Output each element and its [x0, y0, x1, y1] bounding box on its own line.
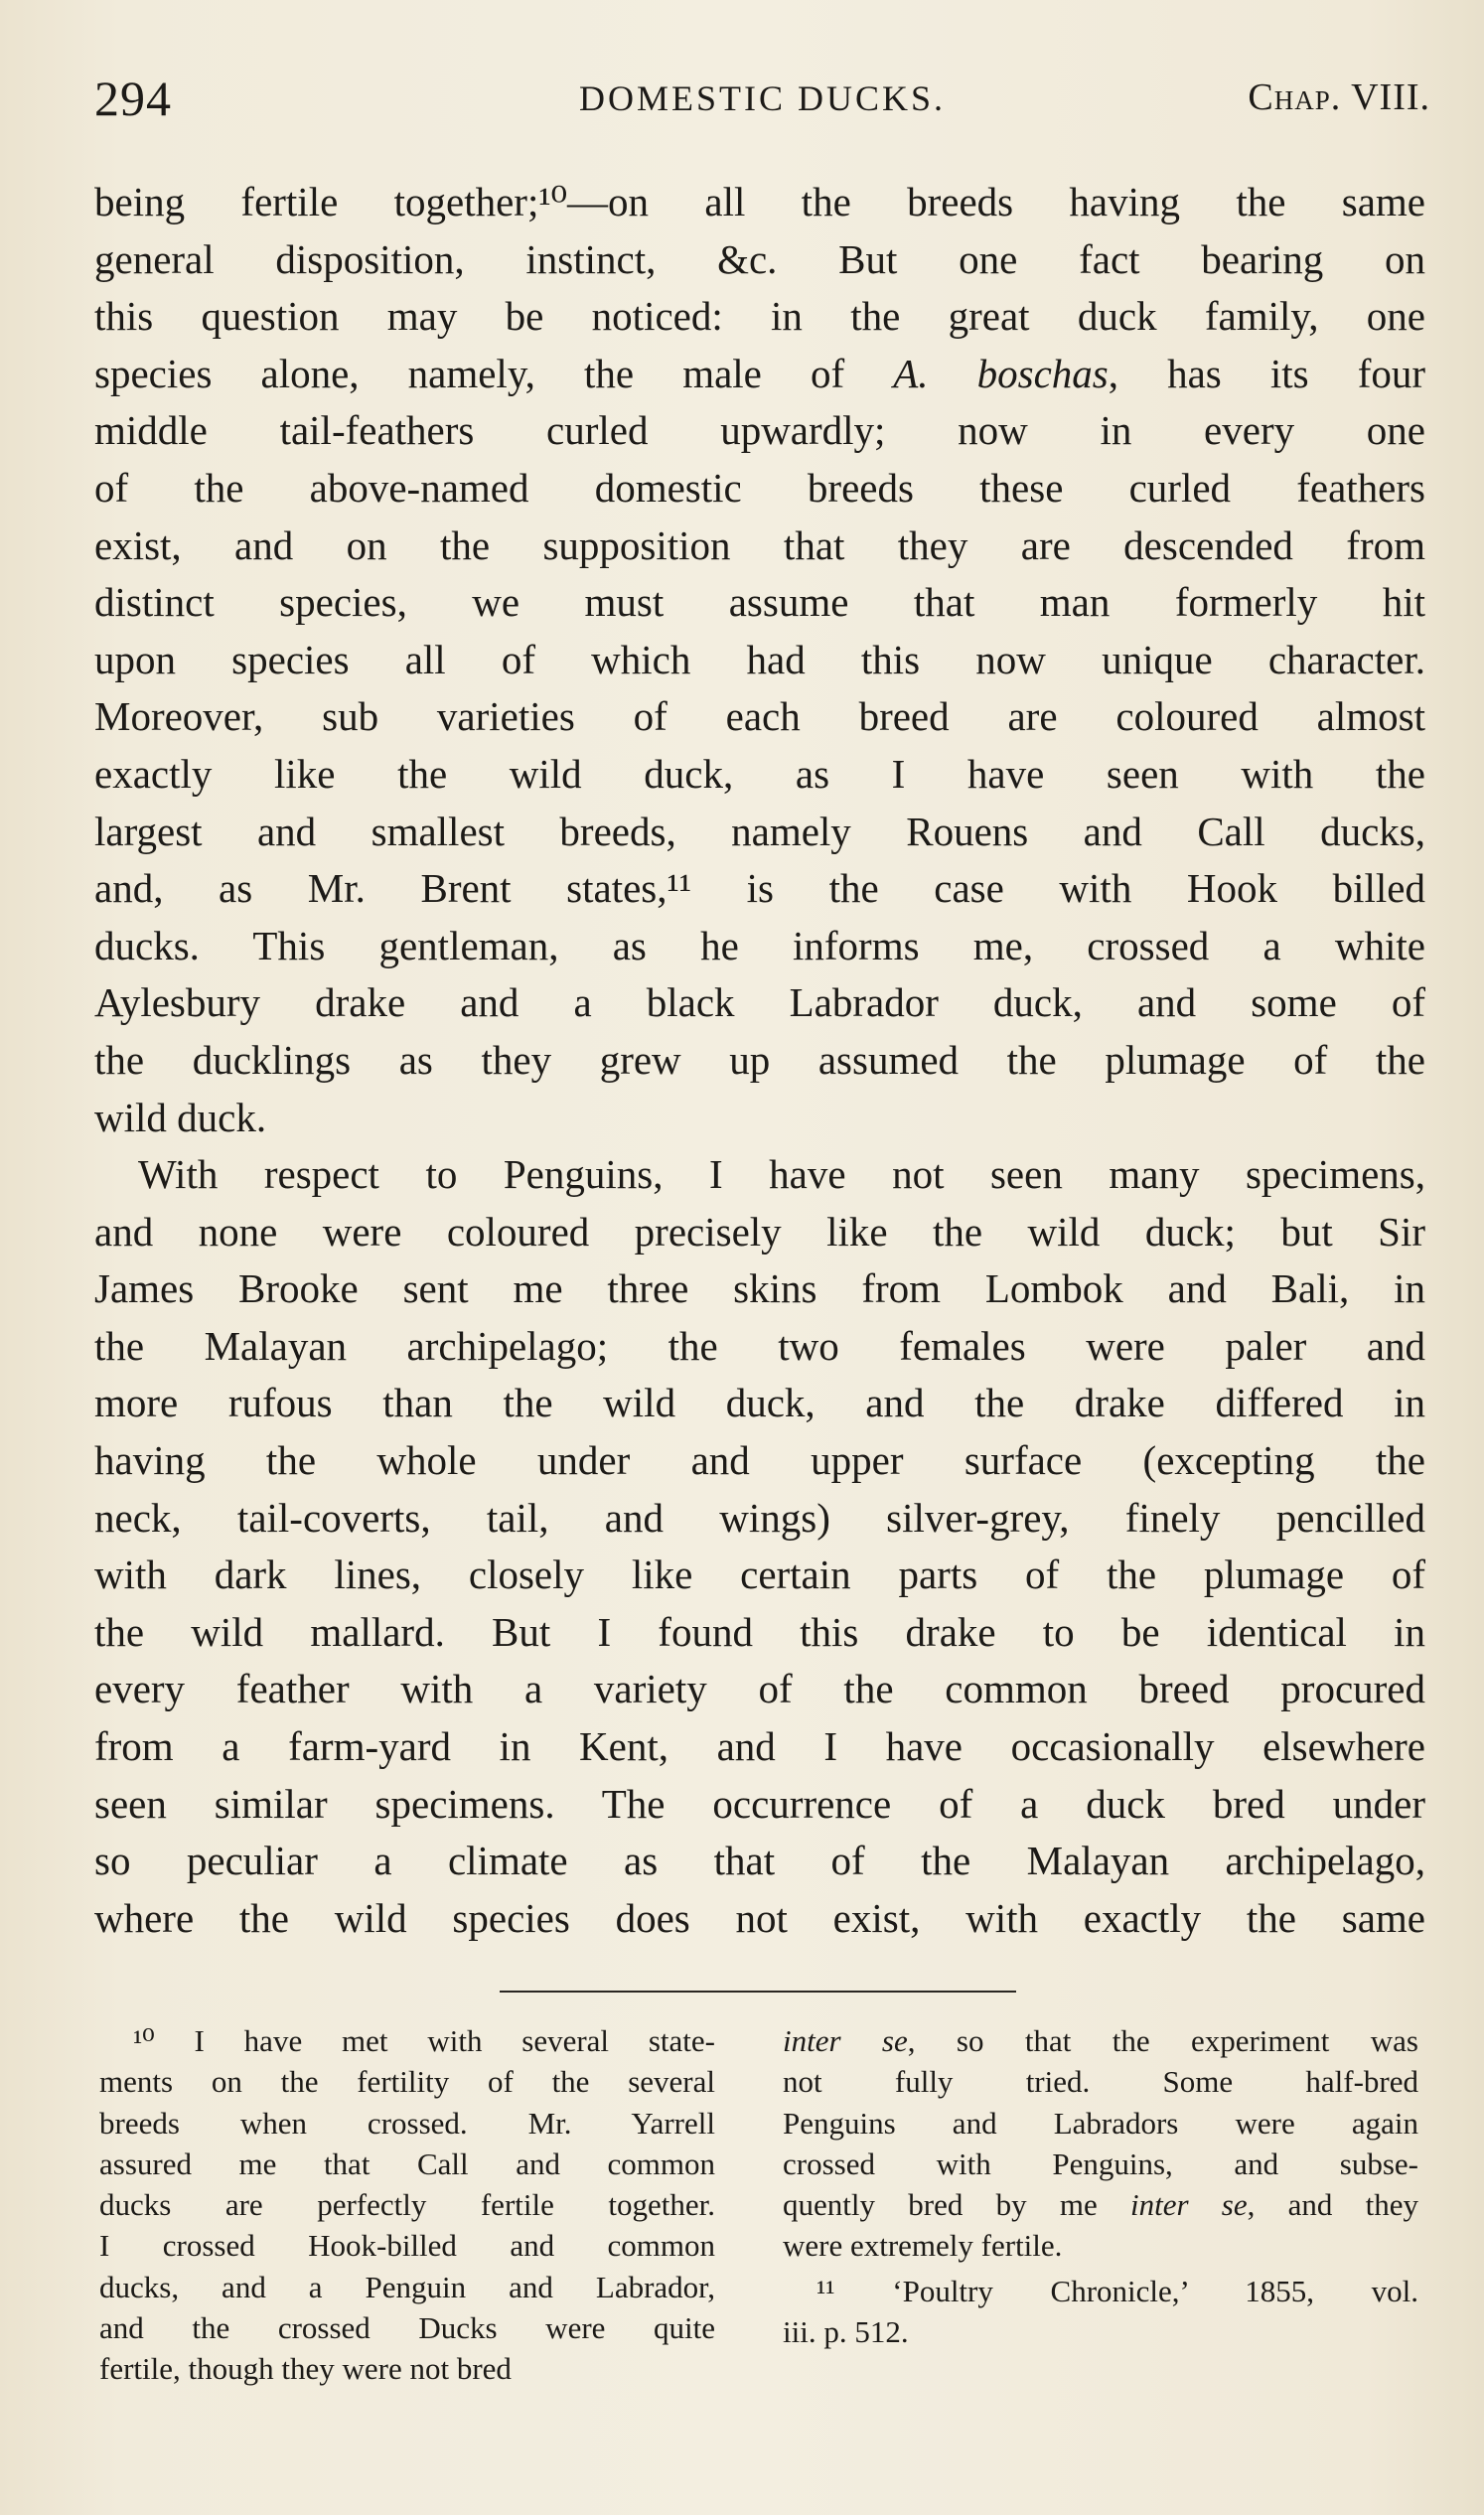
text-line: James Brooke sent me three skins from Lombok and Bali, in	[94, 1265, 1425, 1312]
page-header	[94, 70, 1430, 129]
text-line: having the whole under and upper surface (excepting the	[94, 1437, 1425, 1484]
footnote-line: ¹¹ ‘Poultry Chronicle,’ 1855, vol.	[816, 2273, 1418, 2308]
footnote-10	[99, 2020, 715, 2390]
footnote-line: Penguins and Labradors were again	[783, 2105, 1418, 2141]
footnote-line: breeds when crossed. Mr. Yarrell	[99, 2105, 715, 2141]
footnote-line: fertile, though they were not bred	[99, 2351, 512, 2387]
text-line: from a farm-yard in Kent, and I have occasionally elsewhere	[94, 1723, 1425, 1770]
text-line: the wild mallard. But I found this drake to be identical in	[94, 1608, 1425, 1655]
footnote-line: ducks are perfectly fertile together.	[99, 2187, 715, 2223]
text-line: exist, and on the supposition that they are descended from	[94, 521, 1425, 568]
footnote-line: ments on the fertility of the several	[99, 2064, 715, 2100]
text-line: every feather with a variety of the common breed procured	[94, 1666, 1425, 1712]
text-line: middle tail-feathers curled upwardly; now in every one	[94, 407, 1425, 454]
text-line: being fertile together;¹⁰—on all the breeds having the same	[94, 179, 1425, 224]
text-line: where the wild species does not exist, with exactly the same	[94, 1894, 1425, 1941]
text-line: seen similar specimens. The occurrence of a duck bred under	[94, 1780, 1425, 1827]
footnote-line: inter se, so that the experiment was	[783, 2023, 1418, 2058]
text-line: the ducklings as they grew up assumed the plumage of the	[94, 1036, 1425, 1083]
text-line: with dark lines, closely like certain parts of the plumage of	[94, 1552, 1425, 1598]
footnote-line: iii. p. 512.	[783, 2314, 909, 2350]
text-line: exactly like the wild duck, as I have seen with the	[94, 750, 1425, 797]
footnote-line: I crossed Hook-billed and common	[99, 2228, 715, 2264]
text-line: largest and smallest breeds, namely Rouens and Call ducks,	[94, 808, 1425, 854]
text-line: Moreover, sub varieties of each breed are coloured almost	[94, 693, 1425, 740]
footnote-line: and the crossed Ducks were quite	[99, 2310, 715, 2346]
text-line: more rufous than the wild duck, and the drake differed in	[94, 1380, 1425, 1426]
footnote-line: not fully tried. Some half-bred	[783, 2064, 1418, 2100]
running-head: DOMESTIC DUCKS.	[578, 78, 947, 118]
footnote-line: ducks, and a Penguin and Labrador,	[99, 2269, 715, 2304]
footnote-line: ¹⁰ I have met with several state-	[133, 2023, 715, 2058]
paragraph-2	[94, 1146, 1425, 1947]
footnote-divider	[500, 1991, 1016, 1993]
text-line: general disposition, instinct, &c. But one fact bearing on	[94, 235, 1425, 282]
text-line: With respect to Penguins, I have not seen many specimens,	[138, 1151, 1425, 1198]
footnote-line: were extremely fertile.	[783, 2228, 1063, 2264]
text-line: ducks. This gentleman, as he informs me, crossed a white	[94, 922, 1425, 968]
footnote-line: quently bred by me inter se, and they	[783, 2187, 1418, 2223]
text-line: distinct species, we must assume that man formerly hit	[94, 579, 1425, 626]
footnote-10-continued	[783, 2020, 1418, 2352]
text-line: and none were coloured precisely like the wild duck; but Sir	[94, 1208, 1425, 1255]
footnote-line: assured me that Call and common	[99, 2145, 715, 2181]
text-line: so peculiar a climate as that of the Malayan archipelago,	[94, 1838, 1425, 1884]
text-line: the Malayan archipelago; the two females were paler and	[94, 1322, 1425, 1369]
text-line: species alone, namely, the male of A. boschas, has its four	[94, 350, 1425, 396]
chapter-label: Chap. VIII.	[1248, 76, 1430, 118]
text-line: wild duck.	[94, 1094, 267, 1140]
text-line: and, as Mr. Brent states,¹¹ is the case with Hook billed	[94, 865, 1425, 912]
paragraph-1	[94, 174, 1425, 1146]
footnote-11	[783, 2271, 1418, 2353]
text-line: this question may be noticed: in the great duck family, one	[94, 293, 1425, 340]
text-line: neck, tail-coverts, tail, and wings) silver-grey, finely pencilled	[94, 1494, 1425, 1541]
body-text	[94, 174, 1425, 1947]
text-line: of the above-named domestic breeds these curled feathers	[94, 464, 1425, 511]
page-number: 294	[94, 71, 172, 126]
text-line: Aylesbury drake and a black Labrador duck, and some of	[94, 979, 1425, 1026]
text-line: upon species all of which had this now unique character.	[94, 636, 1425, 682]
footnote-line: crossed with Penguins, and subse-	[783, 2145, 1418, 2181]
